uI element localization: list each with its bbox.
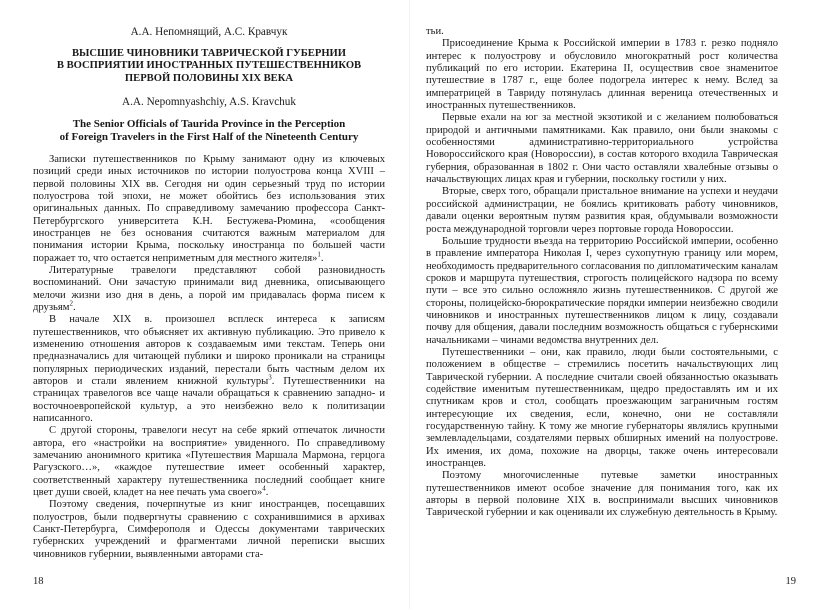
- page-number: 19: [785, 576, 796, 587]
- page-number: 18: [33, 576, 44, 587]
- paragraph: Большие трудности въезда на территорию Российской империи, особенно в правление императора Николая I, через сухопутную границу или морем, необходимость предварительного согласования по дипломатическим каналам сроков и маршрута путешествия, строгость полицейского надзора по всему пути – все это сильно осложняло жизнь путешественников. С другой же стороны, полицейско-бюрократические порядки империи неизбежно сводили чиновников и иностранных путешественников лицом к лицу, создавали почву для общения, давали последним возможность общаться с губернскими начальниками – чинами ведомства внутренних дел.: [426, 235, 778, 346]
- footnote-ref: 3: [268, 373, 272, 382]
- footnote-ref: 4: [262, 484, 266, 493]
- footnote-ref: 2: [69, 299, 73, 308]
- paragraph: С другой стороны, травелоги несут на себе яркий отпечаток личности автора, его «настройки на восприятие» увиденного. По справедливому замечанию анонимного критика «Путешествия Маршала Мармона, герцога Рагузского…», «каждое путешествие имеет особенный характер, соответственный характеру путешественника последний сообщает книге цвет души своей, кладет на нее печать ума своего»$^4$.: [33, 425, 385, 499]
- paragraph: Вторые, сверх того, обращали пристальное внимание на успехи и неудачи российской администрации, не боялись критиковать работу чиновников, давали оценки вероятным путям развития края, обдумывали возможности роста международной торговли через портовые города Новороссии.: [426, 186, 778, 235]
- footnote-ref: 1: [317, 250, 321, 259]
- title-ru-line: ВЫСШИЕ ЧИНОВНИКИ ТАВРИЧЕСКОЙ ГУБЕРНИИ: [71, 48, 347, 59]
- left-column: [33, 26, 385, 561]
- right-column: [426, 26, 778, 520]
- paragraph: Первые ехали на юг за местной экзотикой и с желанием полюбоваться природой и античными памятниками. Как правило, они были знакомы с особенностями административно-территориального устройства Новороссийского края (Новороссии), в состав которого входила Таврическая губерния, образованная в 1802 г. Они часто оставляли хвалебные отзывы о начальствующих лицах края и губернии, поскольку гостили у них.: [426, 112, 778, 186]
- title-en-line: of Foreign Travelers in the First Half of the Nineteenth Century: [59, 131, 359, 144]
- paragraph: тьи.: [426, 26, 444, 37]
- title-en-line: The Senior Officials of Taurida Province in the Perception: [72, 118, 346, 131]
- paragraph: В начале XIX в. произошел всплеск интереса к записям путешественников, что объясняет их активную публикацию. Это привело к изменению отношения авторов к создаваемым ими текстам. Теперь они предназначались для читающей публики и широко проникали на страницы популярных периодических изданий, перестали быть частным делом их авторов и стали явлением книжной культуры$^3$. Путешественники на страницах травелогов все чаще начали обращаться к сравнению западно- и восточноевропейской культур, а это неизбежно вело к политизации написанного.: [33, 314, 385, 425]
- paragraph: Поэтому сведения, почерпнутые из книг иностранцев, посещавших полуостров, были подвергнуты сравнению с сохранившимися в архивах Санкт-Петербурга, Симферополя и Одессы документами таврических губернских учреждений и фрагментами личной переписки высших чиновников губернии, выявленными авторами ста-: [33, 499, 385, 560]
- paragraph: Присоединение Крыма к Российской империи в 1783 г. резко подняло интерес к полуострову и обусловило многократный рост количества публикаций по его истории. Екатерина II, осуществив свое знаменитое путешествие в 1787 г., еще более подогрела интерес к нему. Вслед за императрицей в Тавриду потянулась длинная вереница отечественных и иностранных путешественников.: [426, 38, 778, 112]
- article-title-en: [33, 118, 385, 144]
- article-title-ru: [33, 48, 385, 85]
- title-ru-line: ПЕРВОЙ ПОЛОВИНЫ XIX ВЕКА: [124, 72, 294, 84]
- right-page: [410, 0, 820, 609]
- authors-ru: А.А. Непомнящий, А.С. Кравчук: [130, 26, 288, 38]
- paragraph: Литературные травелоги представляют собой разновидность воспоминаний. Они зачастую принимали вид дневника, описывающего мелочи жизни изо дня в день, а порой им придавалась форма писем к друзьям$^2$.: [33, 264, 385, 313]
- paragraph: Поэтому многочисленные путевые заметки иностранных путешественников имеют особое значение для понимания того, как их авторы в первой половине XIX в. воспринимали высших чиновников Таврической губернии и как оценивали их служебную деятельность в Крыму.: [426, 470, 778, 519]
- authors-en: A.A. Nepomnyashchiy, A.S. Kravchuk: [122, 96, 296, 109]
- paragraph: Путешественники – они, как правило, люди были состоятельными, с положением в обществе – стремились посетить начальствующих лиц Таврической губернии. А последние считали своей обязанностью оказывать содействие именитым путешественникам, щедро предоставлять им и их спутникам кров и стол, сообщать проезжающим заграничным гостям интересующие их сведения, если, конечно, они не составляли государственную тайну. К тому же многие губернаторы являлись крупными землевладельцами, создателями первых обширных имений на полуострове. Их имения, их дома, похожие на дворцы, также очень интересовали иностранцев.: [426, 346, 778, 470]
- title-ru-line: В ВОСПРИЯТИИ ИНОСТРАННЫХ ПУТЕШЕСТВЕННИКОВ: [56, 60, 362, 72]
- paragraph: Записки путешественников по Крыму занимают одну из ключевых позиций среди иных источников по истории полуострова конца XVIII – первой половины XIX вв. Сегодня ни один серьезный труд по истории полуострова той эпохи, не может обойтись без использования этих оригинальных данных. По справедливому замечанию профессора Санкт-Петербургского университета К.Н. Бестужева-Рюмина, «сообщения иностранцев не без основания считаются важным материалом для понимания истории Крыма, поскольку иностранца по большей части поражает то, что остается неприметным для местного жителя»$^1$.: [33, 153, 385, 264]
